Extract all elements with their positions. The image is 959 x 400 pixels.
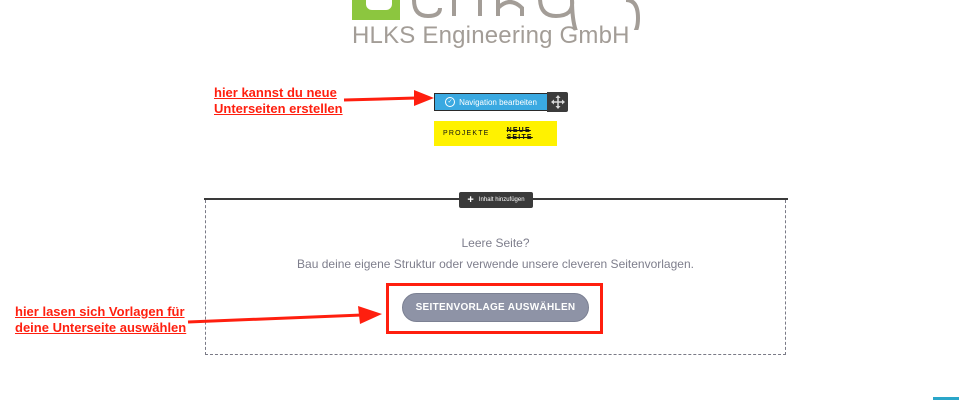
add-content-label: Inhalt hinzufügen xyxy=(478,197,525,203)
site-navigation xyxy=(434,121,557,146)
choose-template-button[interactable]: SEITENVORLAGE AUSWÄHLEN xyxy=(402,293,589,322)
move-arrows-icon xyxy=(551,95,565,109)
annotation-nav-line-1: hier kannst du neue xyxy=(214,85,337,100)
annotation-arrow-nav xyxy=(340,88,436,110)
edit-navigation-button[interactable] xyxy=(434,93,547,111)
edit-navigation-label: Navigation bearbeiten xyxy=(459,97,537,107)
nav-item-neue-seite[interactable]: NEUE SEITE xyxy=(506,126,533,141)
annotation-nav-line-2: Unterseiten erstellen xyxy=(214,101,343,116)
annotation-template-line-2: deine Unterseite auswählen xyxy=(15,320,187,335)
empty-page-title: Leere Seite? xyxy=(461,236,530,250)
edit-circle-icon: ✓ xyxy=(445,97,455,107)
annotation-arrow-template xyxy=(186,304,386,328)
logo-mark-cutout xyxy=(366,0,392,10)
empty-page-description: Bau deine eigene Struktur oder verwende unsere cleveren Seitenvorlagen. xyxy=(297,257,694,271)
company-name: HLKS Engineering GmbH xyxy=(352,22,630,49)
plus-icon: + xyxy=(467,193,474,206)
move-handle[interactable] xyxy=(547,92,568,112)
nav-item-projekte[interactable]: PROJEKTE xyxy=(443,130,490,137)
annotation-template-line-1: hier lasen sich Vorlagen für xyxy=(15,304,185,319)
add-content-button[interactable] xyxy=(459,192,533,208)
